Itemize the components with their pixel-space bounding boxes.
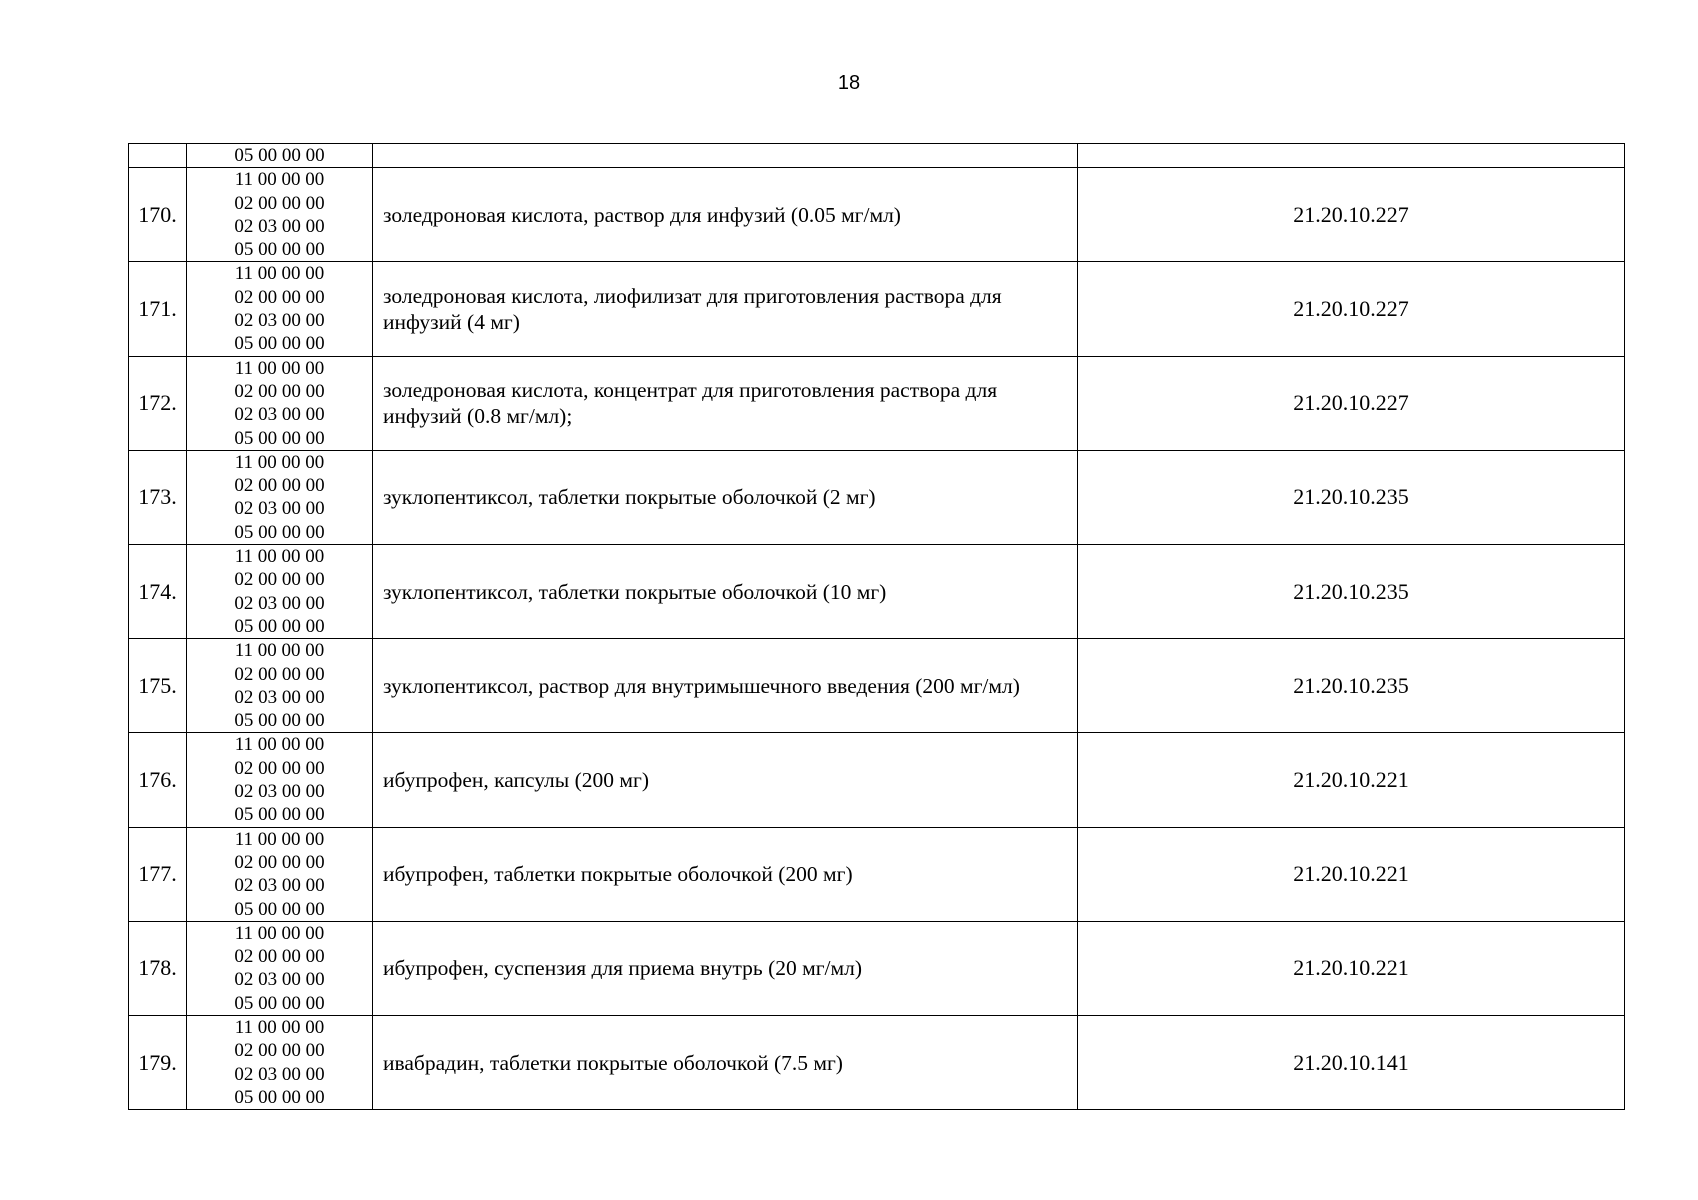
row-number: 175. xyxy=(129,639,187,733)
code-line: 05 00 00 00 xyxy=(234,804,325,826)
code-line: 05 00 00 00 xyxy=(234,615,325,637)
row-codes xyxy=(187,733,373,827)
code-line: 02 00 00 00 xyxy=(234,569,325,591)
code-line: 02 03 00 00 xyxy=(234,310,325,332)
row-product-name: ибупрофен, суспензия для приема внутрь (20 мг/мл) xyxy=(373,921,1078,1015)
row-product-name: золедроновая кислота, концентрат для приготовления раствора для инфузий (0.8 мг/мл); xyxy=(373,356,1078,450)
row-product-name: зуклопентиксол, раствор для внутримышечного введения (200 мг/мл) xyxy=(373,639,1078,733)
code-line: 02 00 00 00 xyxy=(234,475,325,497)
row-okpd-code: 21.20.10.235 xyxy=(1078,450,1625,544)
row-number: 171. xyxy=(129,262,187,356)
code-line: 02 00 00 00 xyxy=(234,851,325,873)
row-product-name: золедроновая кислота, лиофилизат для приготовления раствора для инфузий (4 мг) xyxy=(373,262,1078,356)
row-product-name: зуклопентиксол, таблетки покрытые оболочкой (2 мг) xyxy=(373,450,1078,544)
row-number: 177. xyxy=(129,827,187,921)
row-okpd-code: 21.20.10.141 xyxy=(1078,1015,1625,1109)
medicines-table xyxy=(128,143,1625,1110)
code-line: 05 00 00 00 xyxy=(234,898,325,920)
row-number: 176. xyxy=(129,733,187,827)
table-row-continuation xyxy=(129,144,1625,168)
code-line: 11 00 00 00 xyxy=(234,357,325,379)
row-number: 170. xyxy=(129,168,187,262)
code-line: 11 00 00 00 xyxy=(234,828,325,850)
table-row xyxy=(129,733,1625,827)
code-line: 02 03 00 00 xyxy=(234,215,325,237)
row-codes xyxy=(187,827,373,921)
row-codes xyxy=(187,450,373,544)
code-line: 02 00 00 00 xyxy=(234,380,325,402)
row-product-name: ивабрадин, таблетки покрытые оболочкой (7.5 мг) xyxy=(373,1015,1078,1109)
row-name-cell xyxy=(373,144,1078,168)
row-codes xyxy=(187,356,373,450)
code-line: 02 03 00 00 xyxy=(234,498,325,520)
code-line: 02 00 00 00 xyxy=(234,1040,325,1062)
table-body xyxy=(129,144,1625,1110)
table-row xyxy=(129,827,1625,921)
row-codes xyxy=(187,639,373,733)
row-number: 172. xyxy=(129,356,187,450)
code-line: 02 03 00 00 xyxy=(234,781,325,803)
code-line: 11 00 00 00 xyxy=(234,734,325,756)
code-line: 02 03 00 00 xyxy=(234,1063,325,1085)
code-line: 11 00 00 00 xyxy=(234,546,325,568)
row-codes xyxy=(187,545,373,639)
code-line: 05 00 00 00 xyxy=(234,239,325,261)
code-line: 02 03 00 00 xyxy=(234,969,325,991)
row-okpd-cell xyxy=(1078,144,1625,168)
row-okpd-code: 21.20.10.227 xyxy=(1078,356,1625,450)
row-okpd-code: 21.20.10.221 xyxy=(1078,827,1625,921)
table-row xyxy=(129,921,1625,1015)
code-line: 11 00 00 00 xyxy=(234,922,325,944)
code-line: 02 03 00 00 xyxy=(234,686,325,708)
row-codes xyxy=(187,262,373,356)
code-line: 02 03 00 00 xyxy=(234,592,325,614)
code-line: 05 00 00 00 xyxy=(234,145,325,166)
row-product-name: ибупрофен, таблетки покрытые оболочкой (200 мг) xyxy=(373,827,1078,921)
row-number: 173. xyxy=(129,450,187,544)
row-okpd-code: 21.20.10.235 xyxy=(1078,639,1625,733)
row-codes xyxy=(187,168,373,262)
row-number-cell xyxy=(129,144,187,168)
code-line: 05 00 00 00 xyxy=(234,427,325,449)
code-line: 11 00 00 00 xyxy=(234,263,325,285)
row-product-name: золедроновая кислота, раствор для инфузий (0.05 мг/мл) xyxy=(373,168,1078,262)
row-okpd-code: 21.20.10.227 xyxy=(1078,168,1625,262)
table-row xyxy=(129,1015,1625,1109)
code-line: 05 00 00 00 xyxy=(234,521,325,543)
table-row xyxy=(129,262,1625,356)
code-line: 11 00 00 00 xyxy=(234,1016,325,1038)
row-okpd-code: 21.20.10.227 xyxy=(1078,262,1625,356)
row-number: 179. xyxy=(129,1015,187,1109)
code-line: 05 00 00 00 xyxy=(234,333,325,355)
page-number: 18 xyxy=(837,72,861,94)
row-product-name: ибупрофен, капсулы (200 мг) xyxy=(373,733,1078,827)
code-line: 02 00 00 00 xyxy=(234,663,325,685)
code-line: 11 00 00 00 xyxy=(234,169,325,191)
code-line: 11 00 00 00 xyxy=(234,640,325,662)
table-row xyxy=(129,356,1625,450)
row-okpd-code: 21.20.10.235 xyxy=(1078,545,1625,639)
code-line: 11 00 00 00 xyxy=(234,451,325,473)
row-okpd-code: 21.20.10.221 xyxy=(1078,733,1625,827)
code-line: 05 00 00 00 xyxy=(234,710,325,732)
table-row xyxy=(129,450,1625,544)
code-line: 02 00 00 00 xyxy=(234,757,325,779)
table-row xyxy=(129,639,1625,733)
row-codes xyxy=(187,1015,373,1109)
row-product-name: зуклопентиксол, таблетки покрытые оболочкой (10 мг) xyxy=(373,545,1078,639)
code-line: 02 00 00 00 xyxy=(234,192,325,214)
row-codes xyxy=(187,921,373,1015)
code-line: 02 00 00 00 xyxy=(234,946,325,968)
code-line: 02 00 00 00 xyxy=(234,286,325,308)
code-line: 05 00 00 00 xyxy=(234,992,325,1014)
table-row xyxy=(129,168,1625,262)
row-okpd-code: 21.20.10.221 xyxy=(1078,921,1625,1015)
code-line: 05 00 00 00 xyxy=(234,1086,325,1108)
row-number: 178. xyxy=(129,921,187,1015)
code-line: 02 03 00 00 xyxy=(234,875,325,897)
row-codes-cell xyxy=(187,144,373,168)
table-row xyxy=(129,545,1625,639)
row-number: 174. xyxy=(129,545,187,639)
code-line: 02 03 00 00 xyxy=(234,404,325,426)
